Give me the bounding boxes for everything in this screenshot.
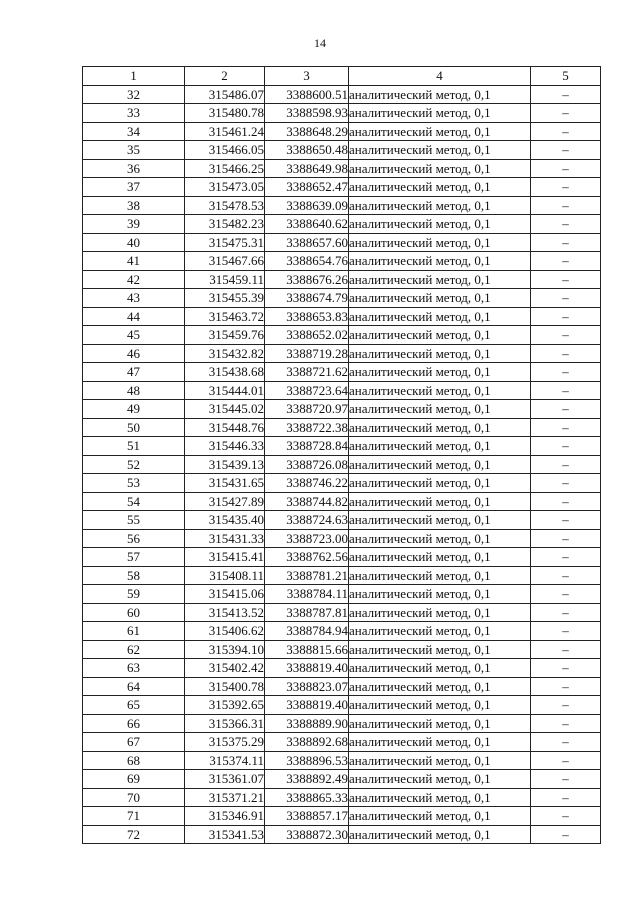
note-cell: – <box>531 640 601 659</box>
point-number-cell: 45 <box>83 326 185 345</box>
method-cell: аналитический метод, 0,1 <box>349 603 531 622</box>
point-number-cell: 43 <box>83 289 185 308</box>
point-number-cell: 36 <box>83 159 185 178</box>
note-cell: – <box>531 659 601 678</box>
method-cell: аналитический метод, 0,1 <box>349 418 531 437</box>
coordinate-y-cell: 3388652.47 <box>265 178 349 197</box>
note-cell: – <box>531 85 601 104</box>
note-cell: – <box>531 788 601 807</box>
table-row <box>83 196 601 215</box>
coordinate-x-cell: 315480.78 <box>185 104 265 123</box>
note-cell: – <box>531 585 601 604</box>
column-header: 1 <box>83 67 185 86</box>
note-cell: – <box>531 363 601 382</box>
point-number-cell: 57 <box>83 548 185 567</box>
coordinate-x-cell: 315467.66 <box>185 252 265 271</box>
note-cell: – <box>531 178 601 197</box>
method-cell: аналитический метод, 0,1 <box>349 640 531 659</box>
method-cell: аналитический метод, 0,1 <box>349 307 531 326</box>
point-number-cell: 48 <box>83 381 185 400</box>
note-cell: – <box>531 141 601 160</box>
column-header: 5 <box>531 67 601 86</box>
method-cell: аналитический метод, 0,1 <box>349 714 531 733</box>
coordinate-x-cell: 315444.01 <box>185 381 265 400</box>
coordinate-x-cell: 315445.02 <box>185 400 265 419</box>
coordinate-y-cell: 3388652.02 <box>265 326 349 345</box>
coordinate-y-cell: 3388892.49 <box>265 770 349 789</box>
note-cell: – <box>531 474 601 493</box>
coordinate-y-cell: 3388819.40 <box>265 659 349 678</box>
method-cell: аналитический метод, 0,1 <box>349 270 531 289</box>
coordinate-x-cell: 315366.31 <box>185 714 265 733</box>
note-cell: – <box>531 548 601 567</box>
coordinate-y-cell: 3388723.00 <box>265 529 349 548</box>
method-cell: аналитический метод, 0,1 <box>349 196 531 215</box>
note-cell: – <box>531 696 601 715</box>
point-number-cell: 50 <box>83 418 185 437</box>
table-row <box>83 307 601 326</box>
point-number-cell: 44 <box>83 307 185 326</box>
table-row <box>83 751 601 770</box>
coordinate-x-cell: 315346.91 <box>185 807 265 826</box>
method-cell: аналитический метод, 0,1 <box>349 233 531 252</box>
table-row <box>83 252 601 271</box>
point-number-cell: 51 <box>83 437 185 456</box>
coordinate-x-cell: 315394.10 <box>185 640 265 659</box>
note-cell: – <box>531 677 601 696</box>
note-cell: – <box>531 751 601 770</box>
table-row <box>83 178 601 197</box>
coordinate-y-cell: 3388865.33 <box>265 788 349 807</box>
method-cell: аналитический метод, 0,1 <box>349 696 531 715</box>
table-row <box>83 215 601 234</box>
point-number-cell: 65 <box>83 696 185 715</box>
coordinate-x-cell: 315431.65 <box>185 474 265 493</box>
point-number-cell: 32 <box>83 85 185 104</box>
table-row <box>83 714 601 733</box>
point-number-cell: 40 <box>83 233 185 252</box>
point-number-cell: 34 <box>83 122 185 141</box>
point-number-cell: 70 <box>83 788 185 807</box>
method-cell: аналитический метод, 0,1 <box>349 622 531 641</box>
coordinate-x-cell: 315463.72 <box>185 307 265 326</box>
method-cell: аналитический метод, 0,1 <box>349 104 531 123</box>
method-cell: аналитический метод, 0,1 <box>349 122 531 141</box>
table-row <box>83 566 601 585</box>
table-row <box>83 733 601 752</box>
coordinate-x-cell: 315486.07 <box>185 85 265 104</box>
method-cell: аналитический метод, 0,1 <box>349 751 531 770</box>
coordinate-y-cell: 3388639.09 <box>265 196 349 215</box>
table-header-row <box>83 67 601 86</box>
coordinate-x-cell: 315448.76 <box>185 418 265 437</box>
method-cell: аналитический метод, 0,1 <box>349 825 531 844</box>
coordinate-x-cell: 315361.07 <box>185 770 265 789</box>
method-cell: аналитический метод, 0,1 <box>349 788 531 807</box>
table-row <box>83 418 601 437</box>
note-cell: – <box>531 233 601 252</box>
point-number-cell: 56 <box>83 529 185 548</box>
coordinate-x-cell: 315402.42 <box>185 659 265 678</box>
table-row <box>83 122 601 141</box>
method-cell: аналитический метод, 0,1 <box>349 85 531 104</box>
table-row <box>83 492 601 511</box>
coordinate-y-cell: 3388657.60 <box>265 233 349 252</box>
coordinate-y-cell: 3388744.82 <box>265 492 349 511</box>
note-cell: – <box>531 400 601 419</box>
point-number-cell: 54 <box>83 492 185 511</box>
coordinate-x-cell: 315427.89 <box>185 492 265 511</box>
method-cell: аналитический метод, 0,1 <box>349 215 531 234</box>
method-cell: аналитический метод, 0,1 <box>349 659 531 678</box>
method-cell: аналитический метод, 0,1 <box>349 585 531 604</box>
coordinate-x-cell: 315371.21 <box>185 788 265 807</box>
method-cell: аналитический метод, 0,1 <box>349 566 531 585</box>
coordinate-x-cell: 315446.33 <box>185 437 265 456</box>
table-row <box>83 455 601 474</box>
coordinate-y-cell: 3388746.22 <box>265 474 349 493</box>
method-cell: аналитический метод, 0,1 <box>349 492 531 511</box>
note-cell: – <box>531 307 601 326</box>
table-row <box>83 363 601 382</box>
note-cell: – <box>531 770 601 789</box>
table-row <box>83 603 601 622</box>
coordinate-y-cell: 3388896.53 <box>265 751 349 770</box>
coordinate-y-cell: 3388872.30 <box>265 825 349 844</box>
coordinate-x-cell: 315432.82 <box>185 344 265 363</box>
coordinate-x-cell: 315478.53 <box>185 196 265 215</box>
table-row <box>83 640 601 659</box>
coordinate-y-cell: 3388674.79 <box>265 289 349 308</box>
note-cell: – <box>531 252 601 271</box>
point-number-cell: 61 <box>83 622 185 641</box>
table-row <box>83 141 601 160</box>
method-cell: аналитический метод, 0,1 <box>349 252 531 271</box>
note-cell: – <box>531 566 601 585</box>
coordinate-y-cell: 3388819.40 <box>265 696 349 715</box>
method-cell: аналитический метод, 0,1 <box>349 289 531 308</box>
point-number-cell: 58 <box>83 566 185 585</box>
coordinate-y-cell: 3388676.26 <box>265 270 349 289</box>
method-cell: аналитический метод, 0,1 <box>349 178 531 197</box>
coordinate-y-cell: 3388600.51 <box>265 85 349 104</box>
method-cell: аналитический метод, 0,1 <box>349 437 531 456</box>
table-row <box>83 677 601 696</box>
coordinate-x-cell: 315466.25 <box>185 159 265 178</box>
coordinate-x-cell: 315392.65 <box>185 696 265 715</box>
coordinate-y-cell: 3388648.29 <box>265 122 349 141</box>
note-cell: – <box>531 289 601 308</box>
coordinate-y-cell: 3388784.94 <box>265 622 349 641</box>
table-row <box>83 85 601 104</box>
method-cell: аналитический метод, 0,1 <box>349 511 531 530</box>
point-number-cell: 72 <box>83 825 185 844</box>
point-number-cell: 64 <box>83 677 185 696</box>
coordinate-x-cell: 315466.05 <box>185 141 265 160</box>
method-cell: аналитический метод, 0,1 <box>349 363 531 382</box>
table-row <box>83 511 601 530</box>
coordinate-x-cell: 315374.11 <box>185 751 265 770</box>
coordinate-x-cell: 315461.24 <box>185 122 265 141</box>
coordinate-y-cell: 3388857.17 <box>265 807 349 826</box>
note-cell: – <box>531 511 601 530</box>
point-number-cell: 62 <box>83 640 185 659</box>
coordinate-x-cell: 315459.11 <box>185 270 265 289</box>
note-cell: – <box>531 270 601 289</box>
point-number-cell: 47 <box>83 363 185 382</box>
coordinate-x-cell: 315415.06 <box>185 585 265 604</box>
table-row <box>83 381 601 400</box>
point-number-cell: 55 <box>83 511 185 530</box>
coordinate-y-cell: 3388728.84 <box>265 437 349 456</box>
method-cell: аналитический метод, 0,1 <box>349 807 531 826</box>
coordinate-y-cell: 3388653.83 <box>265 307 349 326</box>
coordinate-x-cell: 315375.29 <box>185 733 265 752</box>
point-number-cell: 60 <box>83 603 185 622</box>
method-cell: аналитический метод, 0,1 <box>349 455 531 474</box>
table-row <box>83 825 601 844</box>
point-number-cell: 49 <box>83 400 185 419</box>
coordinate-x-cell: 315415.41 <box>185 548 265 567</box>
coordinate-x-cell: 315473.05 <box>185 178 265 197</box>
table-body <box>83 85 601 844</box>
point-number-cell: 41 <box>83 252 185 271</box>
note-cell: – <box>531 622 601 641</box>
table-row <box>83 437 601 456</box>
coordinate-y-cell: 3388598.93 <box>265 104 349 123</box>
point-number-cell: 53 <box>83 474 185 493</box>
point-number-cell: 71 <box>83 807 185 826</box>
coordinate-y-cell: 3388654.76 <box>265 252 349 271</box>
note-cell: – <box>531 714 601 733</box>
coordinate-y-cell: 3388762.56 <box>265 548 349 567</box>
table-row <box>83 585 601 604</box>
table-row <box>83 659 601 678</box>
table-row <box>83 807 601 826</box>
point-number-cell: 46 <box>83 344 185 363</box>
method-cell: аналитический метод, 0,1 <box>349 770 531 789</box>
coordinate-x-cell: 315459.76 <box>185 326 265 345</box>
coordinate-x-cell: 315455.39 <box>185 289 265 308</box>
coordinate-x-cell: 315482.23 <box>185 215 265 234</box>
point-number-cell: 68 <box>83 751 185 770</box>
note-cell: – <box>531 344 601 363</box>
table-row <box>83 788 601 807</box>
coordinate-y-cell: 3388649.98 <box>265 159 349 178</box>
coordinates-table <box>82 66 601 844</box>
coordinate-y-cell: 3388721.62 <box>265 363 349 382</box>
coordinate-y-cell: 3388720.97 <box>265 400 349 419</box>
method-cell: аналитический метод, 0,1 <box>349 548 531 567</box>
point-number-cell: 67 <box>83 733 185 752</box>
coordinate-x-cell: 315400.78 <box>185 677 265 696</box>
note-cell: – <box>531 603 601 622</box>
column-header: 2 <box>185 67 265 86</box>
column-header: 4 <box>349 67 531 86</box>
coordinate-y-cell: 3388781.21 <box>265 566 349 585</box>
coordinate-y-cell: 3388823.07 <box>265 677 349 696</box>
note-cell: – <box>531 159 601 178</box>
note-cell: – <box>531 825 601 844</box>
coordinate-y-cell: 3388815.66 <box>265 640 349 659</box>
note-cell: – <box>531 492 601 511</box>
table-row <box>83 289 601 308</box>
table-row <box>83 326 601 345</box>
method-cell: аналитический метод, 0,1 <box>349 344 531 363</box>
note-cell: – <box>531 437 601 456</box>
point-number-cell: 33 <box>83 104 185 123</box>
table-row <box>83 622 601 641</box>
coordinate-y-cell: 3388726.08 <box>265 455 349 474</box>
note-cell: – <box>531 326 601 345</box>
method-cell: аналитический метод, 0,1 <box>349 474 531 493</box>
coordinate-y-cell: 3388724.63 <box>265 511 349 530</box>
point-number-cell: 37 <box>83 178 185 197</box>
coordinate-y-cell: 3388640.62 <box>265 215 349 234</box>
table-row <box>83 159 601 178</box>
table-row <box>83 344 601 363</box>
note-cell: – <box>531 215 601 234</box>
point-number-cell: 39 <box>83 215 185 234</box>
method-cell: аналитический метод, 0,1 <box>349 159 531 178</box>
column-header: 3 <box>265 67 349 86</box>
coordinate-y-cell: 3388723.64 <box>265 381 349 400</box>
coordinate-x-cell: 315475.31 <box>185 233 265 252</box>
table-row <box>83 270 601 289</box>
coordinate-x-cell: 315431.33 <box>185 529 265 548</box>
coordinate-y-cell: 3388719.28 <box>265 344 349 363</box>
point-number-cell: 69 <box>83 770 185 789</box>
table-row <box>83 548 601 567</box>
note-cell: – <box>531 381 601 400</box>
point-number-cell: 42 <box>83 270 185 289</box>
coordinate-x-cell: 315435.40 <box>185 511 265 530</box>
coordinate-y-cell: 3388784.11 <box>265 585 349 604</box>
point-number-cell: 63 <box>83 659 185 678</box>
method-cell: аналитический метод, 0,1 <box>349 733 531 752</box>
table-row <box>83 400 601 419</box>
coordinate-y-cell: 3388650.48 <box>265 141 349 160</box>
method-cell: аналитический метод, 0,1 <box>349 529 531 548</box>
note-cell: – <box>531 733 601 752</box>
note-cell: – <box>531 455 601 474</box>
note-cell: – <box>531 196 601 215</box>
method-cell: аналитический метод, 0,1 <box>349 677 531 696</box>
coordinate-x-cell: 315413.52 <box>185 603 265 622</box>
coordinate-y-cell: 3388787.81 <box>265 603 349 622</box>
table-row <box>83 770 601 789</box>
point-number-cell: 35 <box>83 141 185 160</box>
note-cell: – <box>531 807 601 826</box>
method-cell: аналитический метод, 0,1 <box>349 381 531 400</box>
coordinate-x-cell: 315439.13 <box>185 455 265 474</box>
method-cell: аналитический метод, 0,1 <box>349 141 531 160</box>
table-row <box>83 696 601 715</box>
point-number-cell: 66 <box>83 714 185 733</box>
point-number-cell: 52 <box>83 455 185 474</box>
table-row <box>83 233 601 252</box>
coordinate-y-cell: 3388722.38 <box>265 418 349 437</box>
point-number-cell: 38 <box>83 196 185 215</box>
coordinate-x-cell: 315406.62 <box>185 622 265 641</box>
table-row <box>83 104 601 123</box>
coordinate-x-cell: 315341.53 <box>185 825 265 844</box>
table-row <box>83 529 601 548</box>
note-cell: – <box>531 529 601 548</box>
note-cell: – <box>531 104 601 123</box>
note-cell: – <box>531 418 601 437</box>
coordinate-y-cell: 3388892.68 <box>265 733 349 752</box>
note-cell: – <box>531 122 601 141</box>
point-number-cell: 59 <box>83 585 185 604</box>
table-row <box>83 474 601 493</box>
coordinate-x-cell: 315408.11 <box>185 566 265 585</box>
page-number: 14 <box>314 36 326 50</box>
coordinate-x-cell: 315438.68 <box>185 363 265 382</box>
coordinate-y-cell: 3388889.90 <box>265 714 349 733</box>
method-cell: аналитический метод, 0,1 <box>349 326 531 345</box>
method-cell: аналитический метод, 0,1 <box>349 400 531 419</box>
